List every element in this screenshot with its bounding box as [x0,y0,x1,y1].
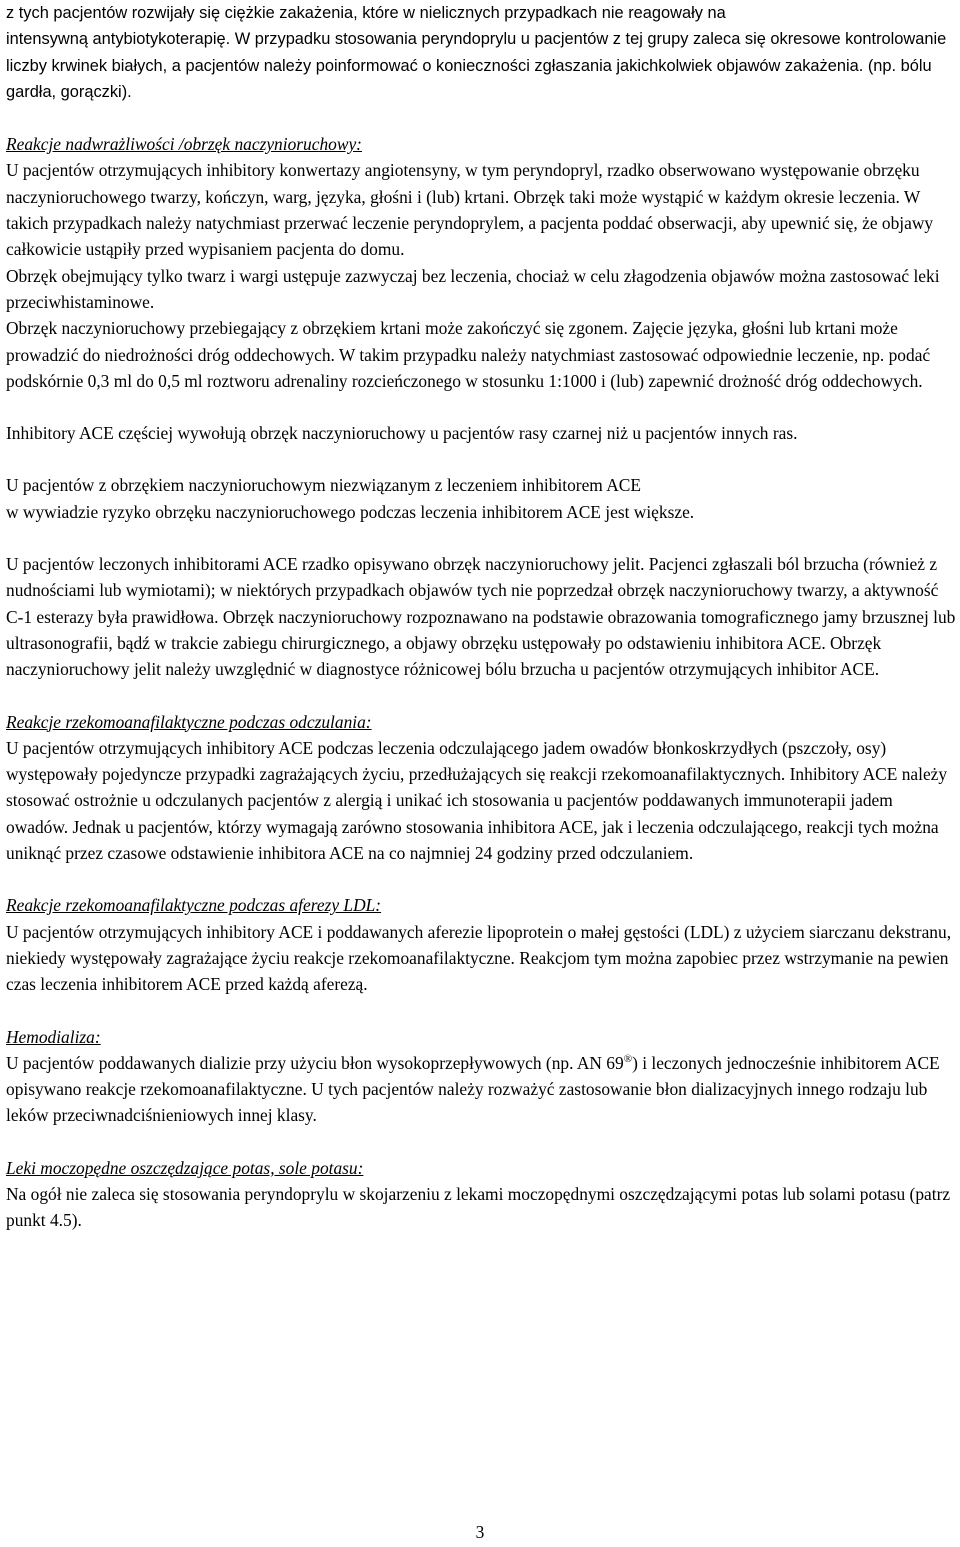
angioedema-paragraph-5 [6,472,958,525]
hemodialysis-paragraph [6,1050,958,1129]
hemodialysis-heading: Hemodializa: [6,1026,101,1047]
hemodialysis-text-before: U pacjentów poddawanych dializie przy użyciu błon wysokoprzepływowych (np. AN 69 [6,1052,624,1073]
desensitization-heading: Reakcje rzekomoanafilaktyczne podczas odczulania: [6,711,372,732]
registered-mark: ® [623,1053,633,1065]
spacer [6,683,958,709]
angioedema-paragraph-5-line-2: w wywiadzie ryzyko obrzęku naczynioruchowego podczas leczenia inhibitorem ACE jest większe. [6,501,695,522]
angioedema-paragraph-1: U pacjentów otrzymujących inhibitory konwertazy angiotensyny, w tym peryndopryl, rzadko obserwowano występowanie obrzęku naczynioruchowego twarzy, kończyn, warg, języka, głośni i (lub) krtani. Obrzęk taki może wystąpić w każdym okresie leczenia. W takich przypadkach należy natychmiast przerwać leczenie peryndoprylem, a pacjenta poddać obserwacji, aby upewnić się, że objawy całkowicie ustąpiły przed wypisaniem pacjenta do domu. [6,160,934,260]
potassium-heading: Leki moczopędne oszczędzające potas, sole potasu: [6,1157,364,1178]
angioedema-paragraph-5-line-1: U pacjentów z obrzękiem naczynioruchowym niezwiązanym z leczeniem inhibitorem ACE [6,475,642,496]
apheresis-heading: Reakcje rzekomoanafilaktyczne podczas aferezy LDL: [6,895,382,916]
angioedema-paragraph-2: Obrzęk obejmujący tylko twarz i wargi ustępuje zazwyczaj bez leczenia, chociaż w celu złagodzenia objawów można zastosować leki przeciwhistaminowe. [6,265,940,312]
desensitization-paragraph: U pacjentów otrzymujących inhibitory ACE podczas leczenia odczulającego jadem owadów błonkoskrzydłych (pszczoły, osy) występowały pojedyncze przypadki zagrażających życiu, przedłużających się reakcji rzekomoanafilaktycznych. Inhibitory ACE należy stosować ostrożnie u odczulanych pacjentów z alergią i unikać ich stosowania u pacjentów poddawanych immunoterapii jadem owadów. Jednak u pacjentów, którzy wymagają zarówno stosowania inhibitora ACE, jak i leczenia odczulającego, reakcji tych można uniknąć przez czasowe odstawienie inhibitora ACE na co najmniej 24 godziny przed odczulaniem. [6,737,948,864]
angioedema-paragraph-3: Obrzęk naczynioruchowy przebiegający z obrzękiem krtani może zakończyć się zgonem. Zajęcie języka, głośni lub krtani może prowadzić do niedrożności dróg oddechowych. W takim przypadku należy natychmiast zastosować odpowiednie leczenie, np. podać podskórnie 0,3 ml do 0,5 ml roztworu adrenaliny rozcieńczonego w stosunku 1:1000 i (lub) zapewnić drożność dróg oddechowych. [6,318,931,391]
spacer [6,866,958,892]
spacer [6,998,958,1024]
spacer [6,105,958,131]
spacer [6,1129,958,1155]
hemodialysis-text-after: ) i leczonych jednocześnie inhibitorem ACE opisywano reakcje rzekomoanafilaktyczne. U tych pacjentów należy rozważyć zastosowanie błon dializacyjnych innego rodzaju lub leków przeciwnadciśnieniowych innej klasy. [6,1052,940,1126]
intro-line-1: z tych pacjentów rozwijały się ciężkie zakażenia, które w nielicznych przypadkach nie reagowały na [6,4,726,22]
apheresis-paragraph: U pacjentów otrzymujących inhibitory ACE i poddawanych aferezie lipoprotein o małej gęstości (LDL) z użyciem siarczanu dekstranu, niekiedy występowały zagrażające życiu reakcje rzekomoanafilaktyczne. Reakcjom tym można zapobiec przez wstrzymanie na pewien czas leczenia inhibitorem ACE przed każdą aferezą. [6,921,952,995]
angioedema-heading: Reakcje nadwrażliwości /obrzęk naczynioruchowy: [6,134,362,155]
angioedema-paragraph-4: Inhibitory ACE częściej wywołują obrzęk naczynioruchowy u pacjentów rasy czarnej niż u pacjentów innych ras. [6,423,798,444]
document-page [6,0,958,1234]
page-number: 3 [475,1522,485,1542]
angioedema-paragraph-6: U pacjentów leczonych inhibitorami ACE rzadko opisywano obrzęk naczynioruchowy jelit. Pacjenci zgłaszali ból brzucha (również z nudnościami lub wymiotami); w niektórych przypadkach objawów tych nie poprzedzał obrzęk naczynioruchowy twarzy, a aktywność C-1 esterazy była prawidłowa. Obrzęk naczynioruchowy rozpoznawano na podstawie obrazowania tomograficznego jamy brzusznej lub ultrasonografii, bądź w trakcie zabiegu chirurgicznego, a objawy obrzęku ustępowały po odstawieniu inhibitora ACE. Obrzęk naczynioruchowy jelit należy uwzględnić w diagnostyce różnicowej bólu brzucha u pacjentów otrzymujących inhibitor ACE. [6,554,956,680]
spacer [6,446,958,472]
intro-paragraph [6,0,958,105]
intro-text: W przypadku stosowania peryndoprylu u pacjentów z tej grupy zaleca się okresowe kontrolowanie liczby krwinek białych, a pacjentów należy poinformować o konieczności zgłaszania jakichkolwiek objawów zakażenia. (np. bólu gardła, gorączki). [6,30,947,101]
potassium-paragraph: Na ogół nie zaleca się stosowania peryndoprylu w skojarzeniu z lekami moczopędnymi oszczędzającymi potas lub solami potasu (patrz punkt 4.5). [6,1183,951,1231]
spacer [6,525,958,551]
spacer [6,394,958,420]
intro-line-2: intensywną antybiotykoterapię. [6,30,231,49]
